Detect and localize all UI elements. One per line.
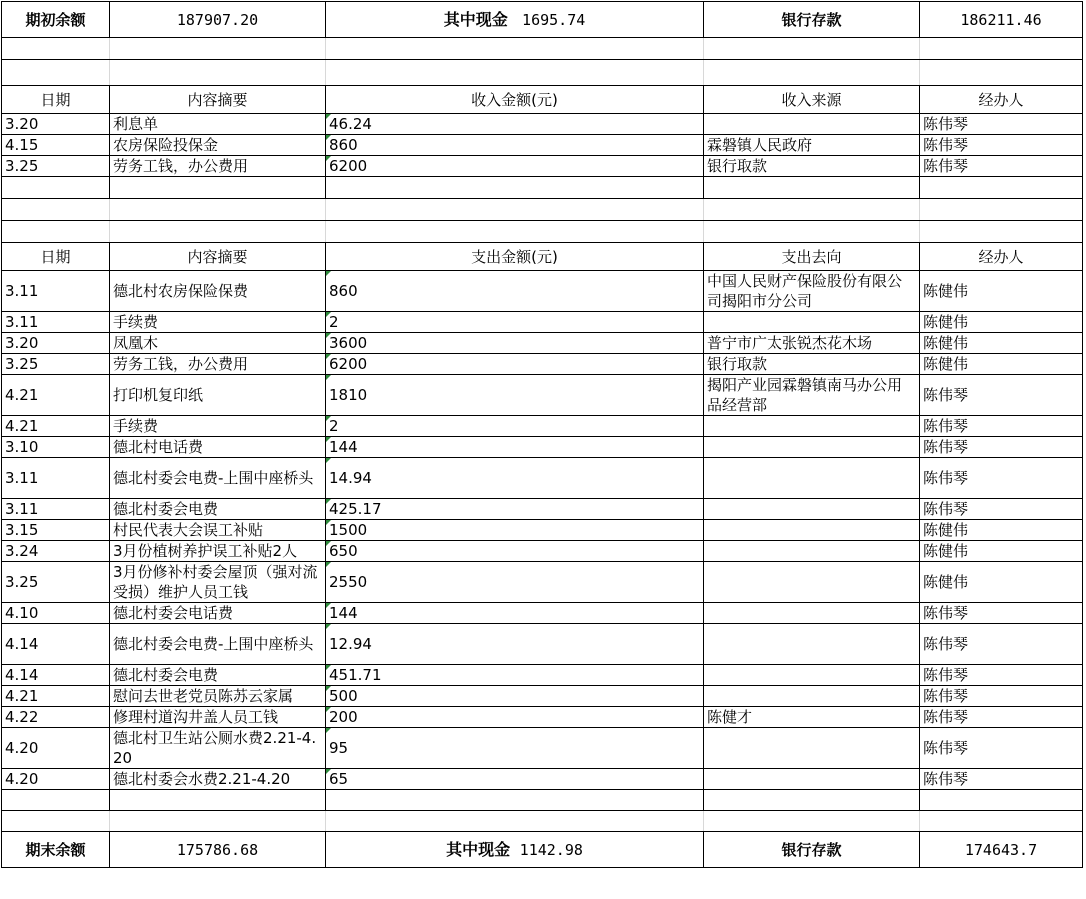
expense-amount-cell[interactable]: 95 [326,728,704,769]
blank-cell[interactable] [326,811,704,832]
expense-row [2,458,1083,499]
income-desc-cell[interactable]: 农房保险投保金 [110,135,326,156]
expense-dest-cell[interactable]: 中国人民财产保险股份有限公司揭阳市分公司 [704,271,920,312]
blank-cell[interactable] [920,221,1083,243]
expense-desc-cell[interactable]: 德北村委会电话费 [110,603,326,624]
expense-row [2,354,1083,375]
closing-balance-label: 期末余额 [2,832,110,868]
empty-cell[interactable] [704,177,920,199]
empty-row [2,790,1083,811]
expense-handler-cell[interactable]: 陈健伟 [920,354,1083,375]
blank-cell[interactable] [326,221,704,243]
expense-date-cell[interactable]: 4.14 [2,624,110,665]
expense-date-cell[interactable]: 3.24 [2,541,110,562]
expense-amount-cell[interactable]: 2 [326,416,704,437]
blank-row [2,199,1083,221]
expense-desc-cell[interactable]: 凤凰木 [110,333,326,354]
expense-row [2,562,1083,603]
empty-cell[interactable] [326,790,704,811]
income-amount-cell[interactable]: 6200 [326,156,704,177]
income-desc-cell[interactable]: 利息单 [110,114,326,135]
expense-amount-cell[interactable]: 2550 [326,562,704,603]
expense-header-handler: 经办人 [920,243,1083,271]
expense-desc-cell[interactable]: 德北村委会电费 [110,499,326,520]
empty-cell[interactable] [920,790,1083,811]
expense-handler-cell[interactable]: 陈健伟 [920,520,1083,541]
expense-date-cell[interactable]: 4.14 [2,665,110,686]
expense-amount-cell[interactable]: 144 [326,437,704,458]
expense-row [2,375,1083,416]
expense-row [2,686,1083,707]
expense-handler-cell[interactable]: 陈伟琴 [920,624,1083,665]
empty-cell[interactable] [326,177,704,199]
expense-handler-cell[interactable]: 陈伟琴 [920,686,1083,707]
expense-desc-cell[interactable]: 修理村道沟井盖人员工钱 [110,707,326,728]
expense-handler-cell[interactable]: 陈伟琴 [920,458,1083,499]
expense-row [2,541,1083,562]
closing-cash-cell[interactable] [326,832,704,868]
blank-cell[interactable] [2,199,110,221]
expense-handler-cell[interactable]: 陈伟琴 [920,769,1083,790]
blank-cell[interactable] [110,199,326,221]
expense-dest-cell[interactable] [704,312,920,333]
expense-date-cell[interactable]: 4.21 [2,416,110,437]
income-source-cell[interactable]: 银行取款 [704,156,920,177]
expense-header-row [2,243,1083,271]
expense-handler-cell[interactable]: 陈伟琴 [920,707,1083,728]
empty-cell[interactable] [110,177,326,199]
opening-cash-cell[interactable] [326,2,704,38]
expense-row [2,312,1083,333]
expense-header-date: 日期 [2,243,110,271]
expense-desc-cell[interactable]: 手续费 [110,416,326,437]
expense-handler-cell[interactable]: 陈健伟 [920,312,1083,333]
income-handler-cell[interactable]: 陈伟琴 [920,156,1083,177]
expense-handler-cell[interactable]: 陈伟琴 [920,603,1083,624]
expense-row [2,728,1083,769]
expense-dest-cell[interactable] [704,458,920,499]
expense-date-cell[interactable]: 4.10 [2,603,110,624]
expense-amount-cell[interactable]: 200 [326,707,704,728]
opening-balance-value[interactable]: 187907.20 [110,2,326,38]
expense-dest-cell[interactable] [704,562,920,603]
expense-amount-cell[interactable]: 451.71 [326,665,704,686]
empty-row [2,177,1083,199]
income-header-handler: 经办人 [920,86,1083,114]
expense-dest-cell[interactable] [704,416,920,437]
income-header-desc: 内容摘要 [110,86,326,114]
expense-row [2,271,1083,312]
income-row [2,156,1083,177]
expense-amount-cell[interactable]: 6200 [326,354,704,375]
expense-desc-cell[interactable]: 德北村委会电费-上围中座桥头 [110,624,326,665]
expense-row [2,333,1083,354]
expense-date-cell[interactable]: 4.22 [2,707,110,728]
expense-row [2,665,1083,686]
expense-desc-cell[interactable]: 手续费 [110,312,326,333]
expense-date-cell[interactable]: 4.21 [2,375,110,416]
ledger-sheet [1,1,1083,868]
blank-cell[interactable] [704,199,920,221]
expense-amount-cell[interactable]: 1810 [326,375,704,416]
expense-handler-cell[interactable]: 陈健伟 [920,541,1083,562]
expense-date-cell[interactable]: 4.20 [2,769,110,790]
expense-handler-cell[interactable]: 陈伟琴 [920,728,1083,769]
blank-row [2,60,1083,86]
expense-date-cell[interactable]: 4.20 [2,728,110,769]
expense-desc-cell[interactable]: 德北村委会电费 [110,665,326,686]
expense-date-cell[interactable]: 3.10 [2,437,110,458]
expense-amount-cell[interactable]: 1500 [326,520,704,541]
expense-dest-cell[interactable] [704,686,920,707]
expense-handler-cell[interactable]: 陈伟琴 [920,437,1083,458]
closing-balance-row [2,832,1083,868]
opening-cash-label: 其中现金 [443,9,508,29]
expense-row [2,707,1083,728]
expense-dest-cell[interactable] [704,665,920,686]
expense-amount-cell[interactable]: 425.17 [326,499,704,520]
income-row [2,135,1083,156]
expense-handler-cell[interactable]: 陈伟琴 [920,499,1083,520]
income-amount-cell[interactable]: 46.24 [326,114,704,135]
expense-desc-cell[interactable]: 打印机复印纸 [110,375,326,416]
expense-date-cell[interactable]: 3.15 [2,520,110,541]
expense-row [2,437,1083,458]
expense-amount-cell[interactable]: 12.94 [326,624,704,665]
expense-handler-cell[interactable]: 陈健伟 [920,333,1083,354]
expense-header-dest: 支出去向 [704,243,920,271]
expense-desc-cell[interactable]: 德北村委会水费2.21-4.20 [110,769,326,790]
expense-amount-cell[interactable]: 650 [326,541,704,562]
empty-cell[interactable] [920,177,1083,199]
blank-cell[interactable] [704,811,920,832]
expense-date-cell[interactable]: 3.11 [2,271,110,312]
income-source-cell[interactable] [704,114,920,135]
expense-date-cell[interactable]: 4.21 [2,686,110,707]
empty-cell[interactable] [2,177,110,199]
empty-cell[interactable] [704,790,920,811]
empty-cell[interactable] [110,790,326,811]
expense-amount-cell[interactable]: 65 [326,769,704,790]
closing-balance-value[interactable]: 175786.68 [110,832,326,868]
income-date-cell[interactable]: 3.25 [2,156,110,177]
expense-amount-cell[interactable]: 144 [326,603,704,624]
blank-cell[interactable] [110,811,326,832]
expense-desc-cell[interactable]: 村民代表大会误工补贴 [110,520,326,541]
expense-dest-cell[interactable] [704,520,920,541]
blank-row [2,221,1083,243]
income-date-cell[interactable]: 4.15 [2,135,110,156]
income-source-cell[interactable]: 霖磐镇人民政府 [704,135,920,156]
expense-dest-cell[interactable] [704,603,920,624]
income-handler-cell[interactable]: 陈伟琴 [920,114,1083,135]
expense-date-cell[interactable]: 3.11 [2,458,110,499]
expense-handler-cell[interactable]: 陈伟琴 [920,416,1083,437]
income-date-cell[interactable]: 3.20 [2,114,110,135]
expense-dest-cell[interactable]: 普宁市广太张锐杰花木场 [704,333,920,354]
expense-amount-cell[interactable]: 860 [326,271,704,312]
closing-bank-value[interactable]: 174643.7 [920,832,1083,868]
income-desc-cell[interactable]: 劳务工钱，办公费用 [110,156,326,177]
expense-date-cell[interactable]: 3.20 [2,333,110,354]
expense-date-cell[interactable]: 3.25 [2,354,110,375]
opening-bank-label: 银行存款 [704,2,920,38]
income-header-source: 收入来源 [704,86,920,114]
blank-cell[interactable] [2,221,110,243]
closing-cash-value: 1142.98 [519,840,583,859]
income-row [2,114,1083,135]
expense-dest-cell[interactable]: 银行取款 [704,354,920,375]
expense-row [2,416,1083,437]
closing-bank-label: 银行存款 [704,832,920,868]
blank-cell[interactable] [110,221,326,243]
expense-desc-cell[interactable]: 德北村卫生站公厕水费2.21-4.20 [110,728,326,769]
expense-row [2,769,1083,790]
expense-desc-cell[interactable]: 德北村电话费 [110,437,326,458]
expense-dest-cell[interactable]: 揭阳产业园霖磐镇南马办公用品经营部 [704,375,920,416]
expense-dest-cell[interactable] [704,437,920,458]
expense-row [2,624,1083,665]
expense-desc-cell[interactable]: 德北村委会电费-上围中座桥头 [110,458,326,499]
blank-cell[interactable] [920,199,1083,221]
expense-amount-cell[interactable]: 500 [326,686,704,707]
expense-amount-cell[interactable]: 2 [326,312,704,333]
expense-amount-cell[interactable]: 14.94 [326,458,704,499]
expense-handler-cell[interactable]: 陈伟琴 [920,375,1083,416]
expense-handler-cell[interactable]: 陈健伟 [920,271,1083,312]
expense-date-cell[interactable]: 3.25 [2,562,110,603]
expense-row [2,499,1083,520]
opening-cash-value: 1695.74 [522,10,586,29]
expense-date-cell[interactable]: 3.11 [2,499,110,520]
expense-dest-cell[interactable] [704,499,920,520]
opening-balance-row [2,2,1083,38]
expense-dest-cell[interactable] [704,624,920,665]
blank-cell[interactable] [704,221,920,243]
income-handler-cell[interactable]: 陈伟琴 [920,135,1083,156]
income-header-amount: 收入金额(元) [326,86,704,114]
expense-desc-cell[interactable]: 德北村农房保险保费 [110,271,326,312]
expense-handler-cell[interactable]: 陈伟琴 [920,665,1083,686]
blank-cell[interactable] [920,811,1083,832]
opening-bank-value[interactable]: 186211.46 [920,2,1083,38]
expense-amount-cell[interactable]: 3600 [326,333,704,354]
blank-row [2,38,1083,60]
expense-desc-cell[interactable]: 劳务工钱，办公费用 [110,354,326,375]
blank-cell[interactable] [326,199,704,221]
expense-dest-cell[interactable] [704,728,920,769]
expense-row [2,520,1083,541]
closing-cash-label: 其中现金 [446,839,511,859]
expense-row [2,603,1083,624]
expense-dest-cell[interactable] [704,541,920,562]
income-header-row [2,86,1083,114]
expense-desc-cell[interactable]: 3月份修补村委会屋顶（强对流受损）维护人员工钱 [110,562,326,603]
blank-row [2,811,1083,832]
expense-desc-cell[interactable]: 3月份植树养护误工补贴2人 [110,541,326,562]
opening-balance-label: 期初余额 [2,2,110,38]
income-header-date: 日期 [2,86,110,114]
blank-cell[interactable] [2,811,110,832]
expense-date-cell[interactable]: 3.11 [2,312,110,333]
expense-desc-cell[interactable]: 慰问去世老党员陈苏云家属 [110,686,326,707]
empty-cell[interactable] [2,790,110,811]
expense-header-desc: 内容摘要 [110,243,326,271]
expense-dest-cell[interactable]: 陈健才 [704,707,920,728]
expense-header-amount: 支出金额(元) [326,243,704,271]
expense-handler-cell[interactable]: 陈健伟 [920,562,1083,603]
expense-dest-cell[interactable] [704,769,920,790]
income-amount-cell[interactable]: 860 [326,135,704,156]
